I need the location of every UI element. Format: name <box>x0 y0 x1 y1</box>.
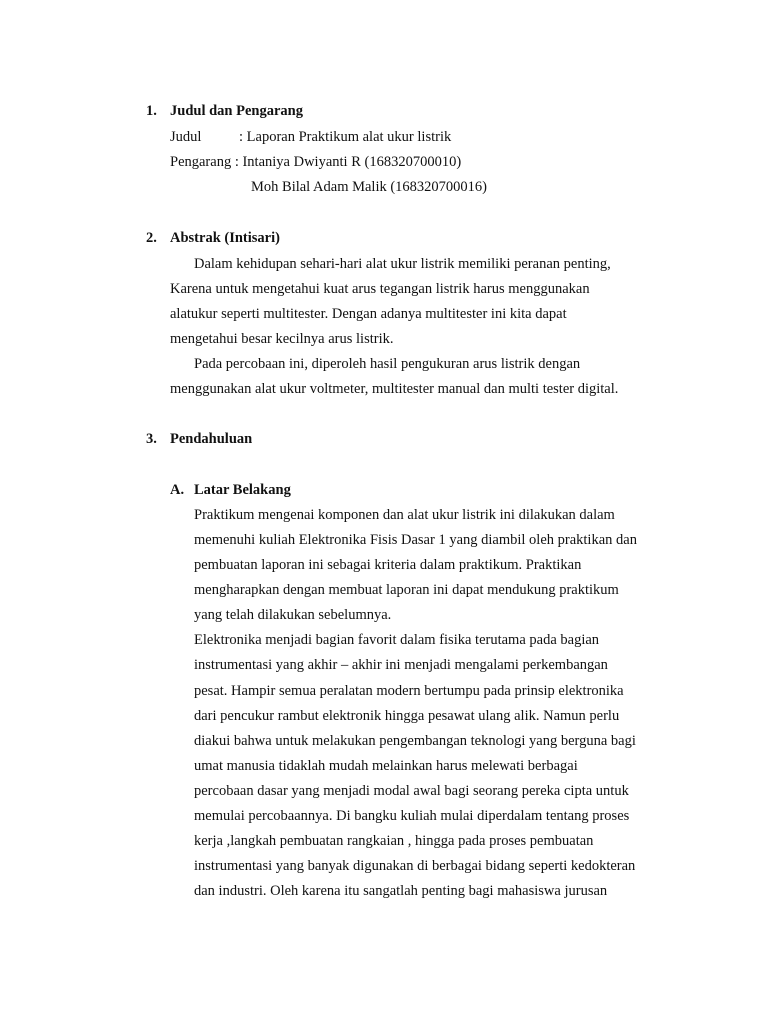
abstrak-p2-line-2: menggunakan alat ukur voltmeter, multitester manual dan multi tester digital. <box>170 381 619 397</box>
latar-p2-line-1: Elektronika menjadi bagian favorit dalam fisika terutama pada bagian <box>194 632 600 648</box>
abstrak-p1-line-3: alatukur seperti multitester. Dengan adanya multitester ini kita dapat <box>170 306 567 322</box>
section-2-number: 2. <box>146 230 157 246</box>
section-1-title: Judul dan Pengarang <box>170 103 303 119</box>
abstrak-p1-line-2: Karena untuk mengetahui kuat arus tegangan listrik harus menggunakan <box>170 281 590 297</box>
latar-p2-line-4: dari pencukur rambut elektronik hingga pesawat ulang alik. Namun perlu <box>194 708 620 724</box>
latar-p1-line-3: pembuatan laporan ini sebagai kriteria dalam praktikum. Praktikan <box>194 557 582 573</box>
latar-p2-line-10: instrumentasi yang banyak digunakan di berbagai bidang seperti kedokteran <box>194 858 636 874</box>
abstrak-p2-line-1: Pada percobaan ini, diperoleh hasil pengukuran arus listrik dengan <box>194 356 581 372</box>
latar-p2-line-9: kerja ,langkah pembuatan rangkaian , hingga pada proses pembuatan <box>194 833 594 849</box>
subsection-a-title: Latar Belakang <box>194 482 291 498</box>
section-3-title: Pendahuluan <box>170 431 253 447</box>
section-1-number: 1. <box>146 103 157 119</box>
pengarang-line: Pengarang : Intaniya Dwiyanti R (168320700010) <box>170 154 462 170</box>
latar-p2-line-11: dan industri. Oleh karena itu sangatlah penting bagi mahasiswa jurusan <box>194 883 608 899</box>
section-2-title: Abstrak (Intisari) <box>170 230 280 246</box>
latar-p1-line-5: yang telah dilakukan sebelumnya. <box>194 607 392 623</box>
latar-p2-line-5: diakui bahwa untuk melakukan pengembangan teknologi yang berguna bagi <box>194 733 636 749</box>
latar-p1-line-1: Praktikum mengenai komponen dan alat ukur listrik ini dilakukan dalam <box>194 507 615 523</box>
section-3-number: 3. <box>146 431 157 447</box>
latar-p2-line-8: memulai percobaannya. Di bangku kuliah mulai diperdalam tentang proses <box>194 808 630 824</box>
subsection-a-number: A. <box>170 482 185 498</box>
latar-p1-line-2: memenuhi kuliah Elektronika Fisis Dasar 1 yang diambil oleh praktikan dan <box>194 532 637 548</box>
latar-p2-line-2: instrumentasi yang akhir – akhir ini menjadi mengalami perkembangan <box>194 657 608 673</box>
judul-value: : Laporan Praktikum alat ukur listrik <box>239 129 452 145</box>
latar-p1-line-4: mengharapkan dengan membuat laporan ini dapat mendukung praktikum <box>194 582 619 598</box>
pengarang-line-2: Moh Bilal Adam Malik (168320700016) <box>251 179 488 195</box>
latar-p2-line-7: percobaan dasar yang menjadi modal awal bagi seorang pereka cipta untuk <box>194 783 629 799</box>
latar-p2-line-3: pesat. Hampir semua peralatan modern bertumpu pada prinsip elektronika <box>194 683 624 699</box>
abstrak-p1-line-4: mengetahui besar kecilnya arus listrik. <box>170 331 394 347</box>
latar-p2-line-6: umat manusia tidaklah mudah melainkan harus melewati berbagai <box>194 758 578 774</box>
abstrak-p1-line-1: Dalam kehidupan sehari-hari alat ukur listrik memiliki peranan penting, <box>194 256 611 272</box>
judul-label: Judul <box>170 129 202 145</box>
